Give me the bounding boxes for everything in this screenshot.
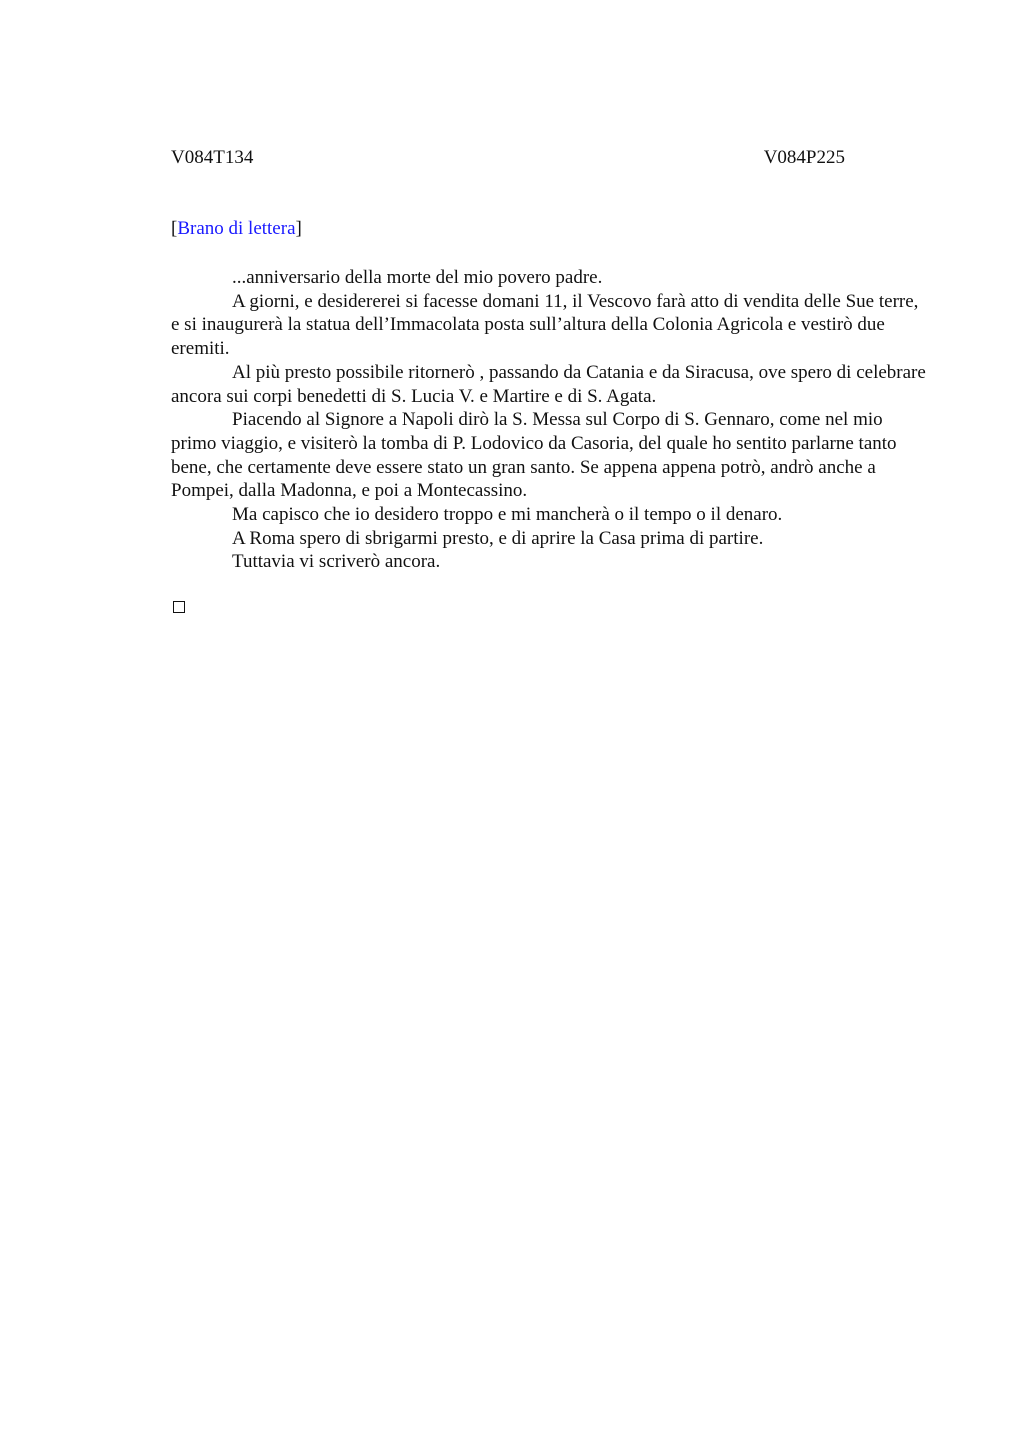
empty-square-icon [173,601,185,613]
letter-body [171,266,927,574]
title-open-bracket: [ [171,218,178,239]
document-title [171,217,302,241]
paragraph: A Roma spero di sbrigarmi presto, e di aprire la Casa prima di partire. [232,527,764,549]
header-right-code: V084P225 [763,147,845,168]
title-text: Brano di lettera [177,218,296,239]
paragraph: Piacendo al Signore a Napoli dirò la S. Messa sul Corpo di S. Gennaro, come nel mio primo viaggio, e visiterò la tomba di P. Lodovico da Casoria, del quale ho sentito parlarne tanto bene, che certamente deve essere stato un gran santo. Se appena appena potrò, andrò anche a Pompei, dalla Madonna, e poi a Montecassino. [171,409,897,502]
paragraph: A giorni, e desidererei si facesse domani 11, il Vescovo farà atto di vendita delle Sue terre, e si inaugurerà la statua dell’Immacolata posta sull’altura della Colonia Agricola e vestirò due eremiti. [171,290,919,360]
header-left-code: V084T134 [171,147,254,168]
paragraph: ...anniversario della morte del mio povero padre. [232,267,603,288]
title-close-bracket: ] [295,218,302,239]
paragraph: Tuttavia vi scriverò ancora. [232,551,441,573]
paragraph: Al più presto possibile ritornerò , passando da Catania e da Siracusa, ove spero di celebrare ancora sui corpi benedetti di S. Lucia V. e Martire e di S. Agata. [171,361,926,407]
page-header [171,146,845,170]
paragraph: Ma capisco che io desidero troppo e mi mancherà o il tempo o il denaro. [232,504,783,526]
